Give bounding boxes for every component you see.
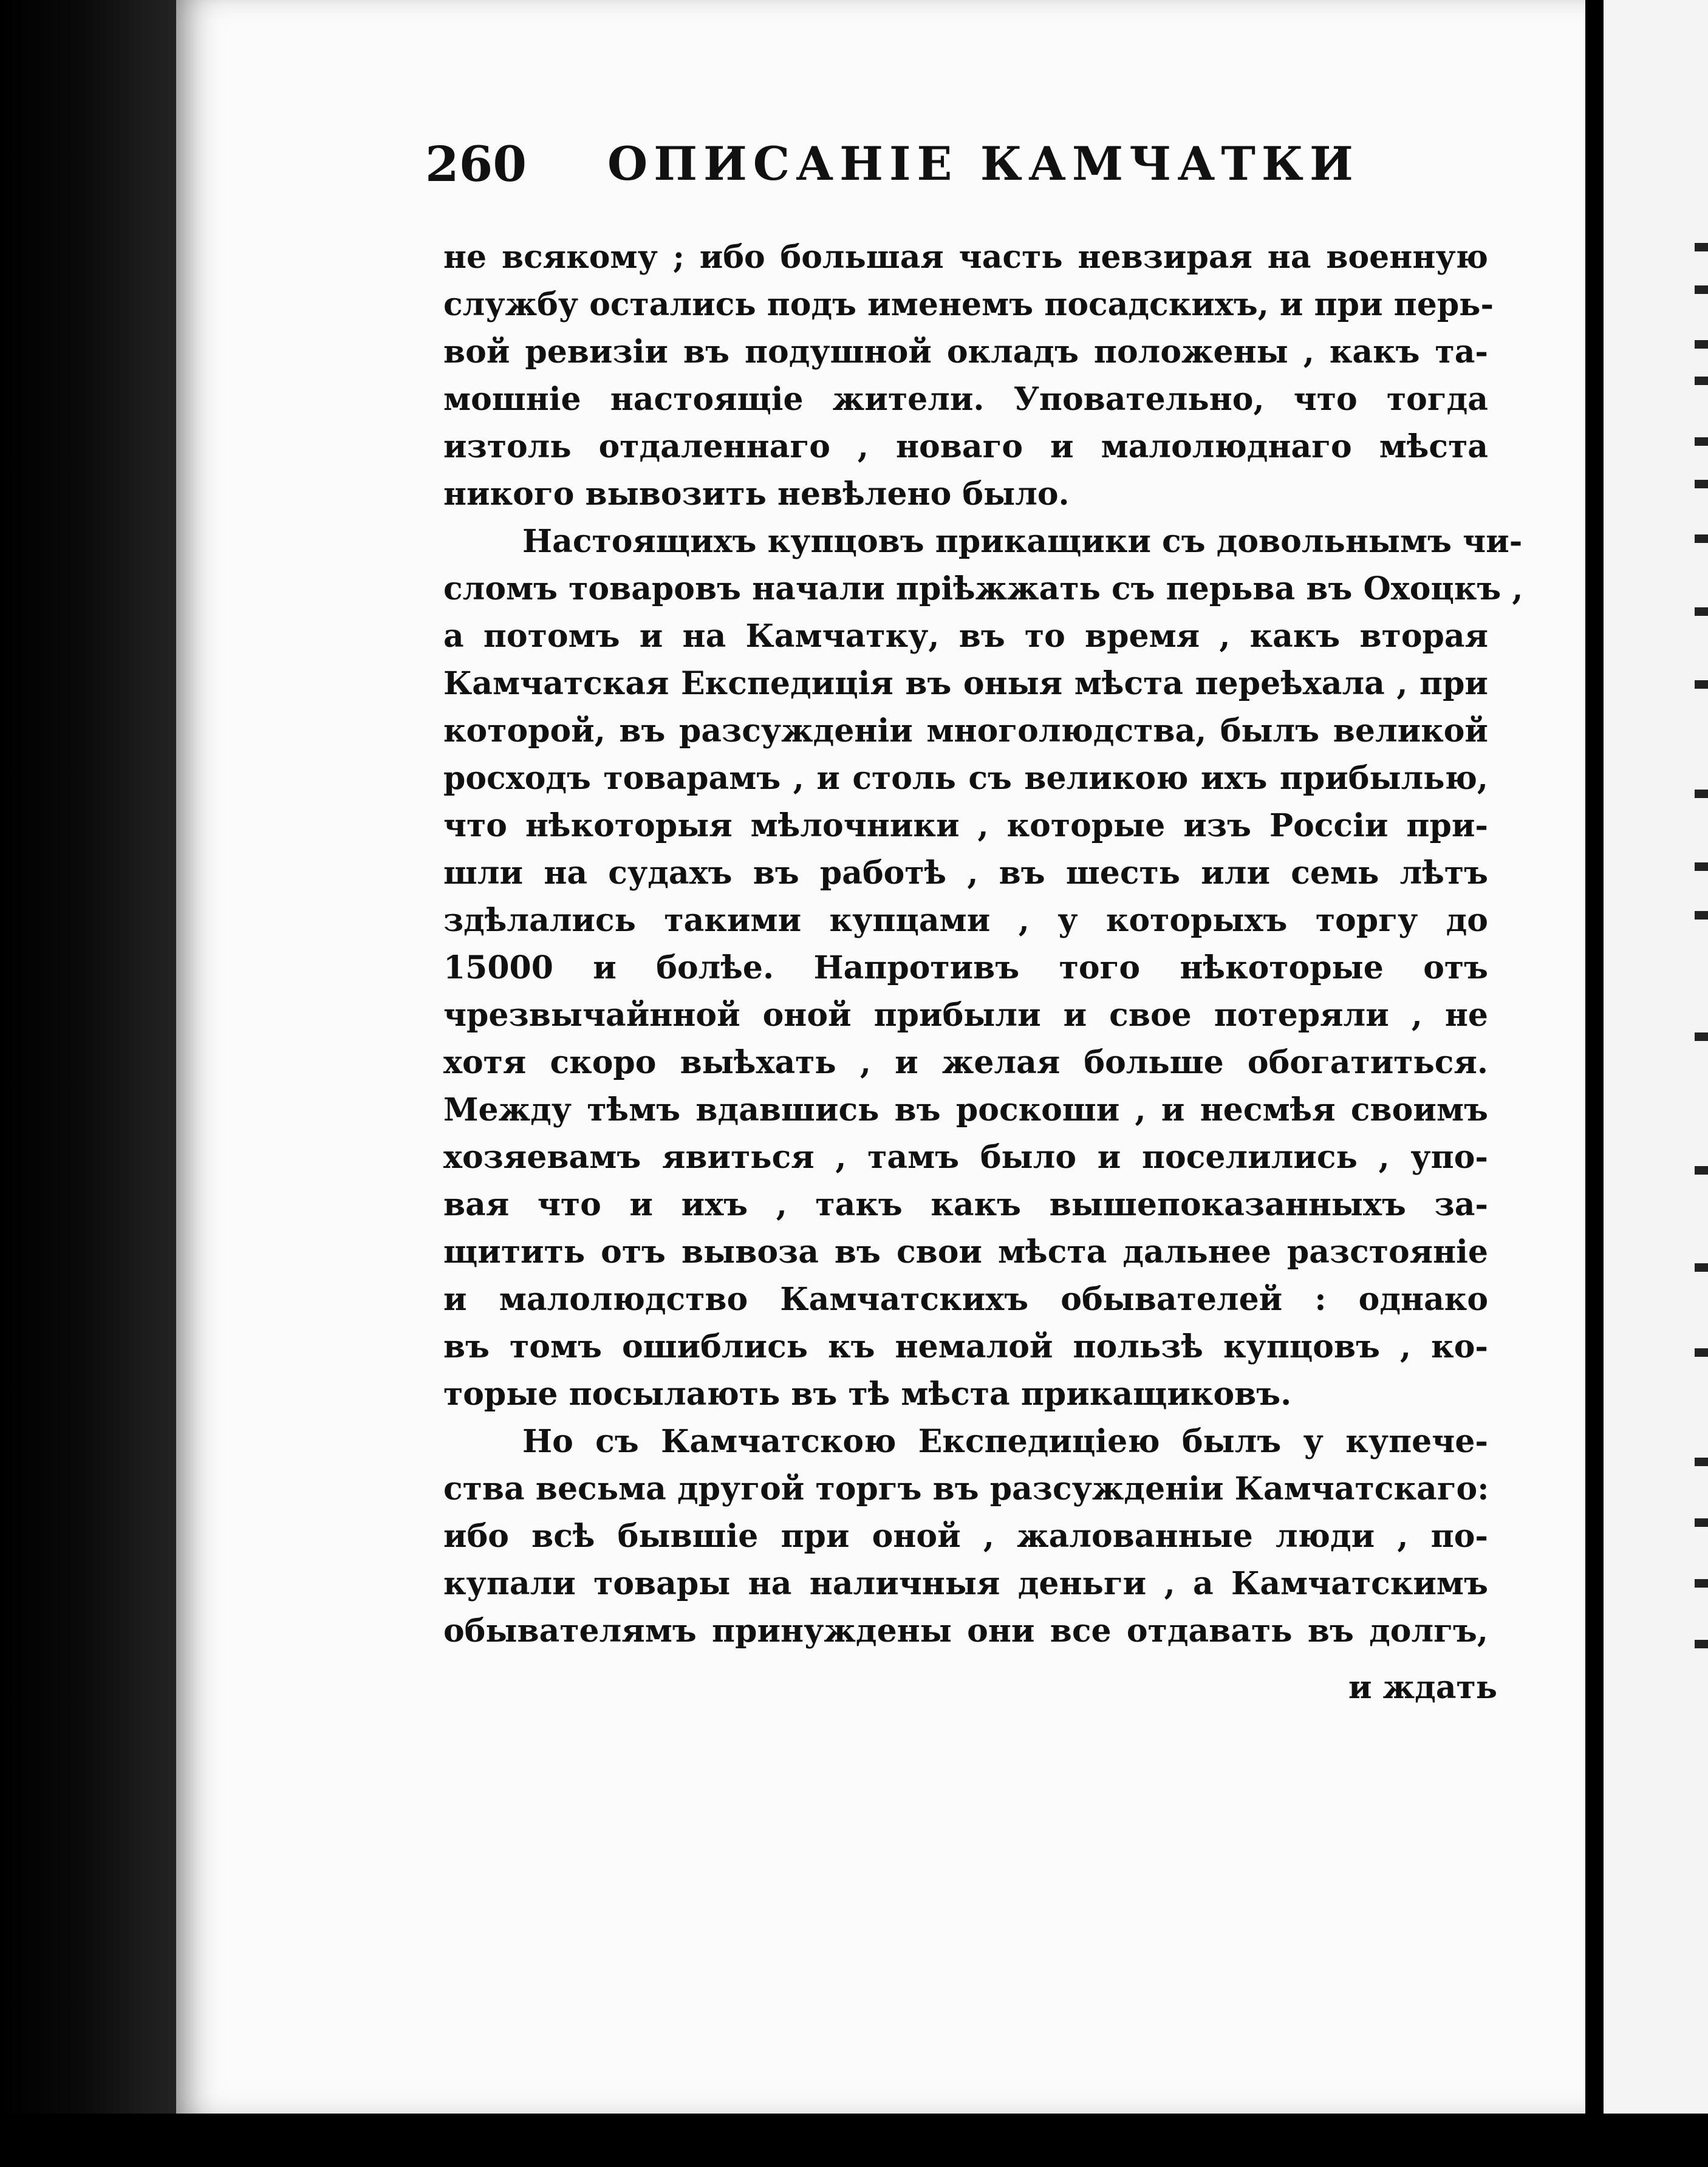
text-line: Камчатская Експедиція въ оныя мѣста переѣхала , при [443, 665, 1488, 702]
text-line: въ томъ ошиблись къ немалой пользѣ купцовъ , ко- [443, 1328, 1488, 1365]
text-line: вой ревизіи въ подушной окладъ положены , какъ та- [443, 333, 1488, 370]
text-line: обывателямъ принуждены они все отдавать въ долгъ, [443, 1612, 1488, 1650]
text-line: чрезвычайнной оной прибыли и свое потеряли , не [443, 997, 1488, 1034]
paragraph [443, 1418, 1488, 1655]
text-line: Между тѣмъ вдавшись въ роскоши , и несмѣя своимъ [443, 1091, 1488, 1128]
text-line: не всякому ; ибо большая часть невзирая на военную [443, 239, 1488, 276]
paragraph [443, 518, 1523, 1418]
text-line: ства весьма другой торгъ въ разсужденіи Камчатскаго: [443, 1470, 1489, 1507]
text-line: щитить отъ вывоза въ свои мѣста дальнее разстояніе [443, 1234, 1488, 1271]
text-line: Но съ Камчатскою Експедиціею былъ у купече- [522, 1423, 1488, 1460]
text-line: изтоль отдаленнаго , новаго и малолюднаго мѣста [443, 428, 1488, 465]
book-binding-edge [0, 0, 207, 2167]
text-line: купали товары на наличныя деньги , а Камчатскимъ [443, 1565, 1488, 1602]
scan-bottom-border [0, 2114, 1708, 2167]
text-line: росходъ товарамъ , и столь съ великою ихъ прибылью, [443, 760, 1488, 797]
text-line: шли на судахъ въ работѣ , въ шесть или семь лѣтъ [443, 855, 1488, 892]
catchword: и ждать [1348, 1669, 1498, 1706]
text-line: торые посылають въ тѣ мѣста прикащиковъ. [443, 1376, 1292, 1413]
text-line: и малолюдство Камчатскихъ обывателей : однако [443, 1281, 1488, 1318]
text-line: а потомъ и на Камчатку, въ то время , какъ вторая [443, 618, 1488, 655]
text-line: что нѣкоторыя мѣлочники , которые изъ Россіи при- [443, 807, 1488, 844]
text-line: здѣлались такими купцами , у которыхъ торгу до [443, 902, 1488, 939]
text-line: хотя скоро выѣхать , и желая больше обогатиться. [443, 1044, 1488, 1081]
text-line: Настоящихъ купцовъ прикащики съ довольнымъ чи- [522, 523, 1523, 560]
page-header [425, 128, 1359, 200]
text-line: сломъ товаровъ начали пріѣжжать съ перьва въ Охоцкъ , [443, 570, 1523, 607]
text-line: мошніе настоящіе жители. Уповательно, что тогда [443, 381, 1488, 418]
running-title: ОПИСАНІЕ КАМЧАТКИ [607, 137, 1359, 191]
text-line: хозяевамъ явиться , тамъ было и поселились , упо- [443, 1139, 1488, 1176]
page-number: 260 [425, 135, 527, 193]
paragraph [443, 234, 1494, 518]
text-line: ибо всѣ бывшіе при оной , жалованные люди , по- [443, 1518, 1488, 1555]
text-line: службу остались подъ именемъ посадскихъ, и при перь- [443, 286, 1494, 323]
text-line: вая что и ихъ , такъ какъ вышепоказанныхъ за- [443, 1186, 1488, 1223]
facing-page-edge [1604, 0, 1708, 2114]
page-gutter [1585, 0, 1604, 2167]
body-text [443, 234, 1523, 1655]
text-line: которой, въ разсужденіи многолюдства, былъ великой [443, 712, 1488, 749]
text-line: никого вывозить невѣлено было. [443, 476, 1070, 513]
text-line: 15000 и болѣе. Напротивъ того нѣкоторые отъ [443, 949, 1488, 986]
